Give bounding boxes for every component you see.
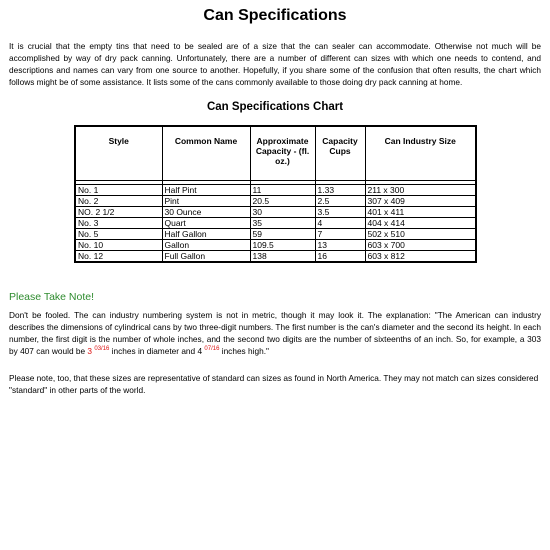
- diameter-whole-inches: 3: [87, 346, 93, 356]
- cell-capacity-floz: 30: [250, 207, 315, 218]
- cell-capacity-floz: 138: [250, 251, 315, 263]
- cell-capacity-floz: 109.5: [250, 240, 315, 251]
- header-capacity-floz: Approximate Capacity - (fl. oz.): [250, 126, 315, 181]
- cell-capacity-floz: 59: [250, 229, 315, 240]
- cell-industry-size: 603 x 812: [365, 251, 476, 263]
- table-row: [75, 229, 476, 240]
- cell-style: No. 1: [75, 185, 162, 196]
- intro-paragraph: It is crucial that the empty tins that need to be sealed are of a size that the can sealer can accommodate. Otherwise not much will be accomplished by way of dry pack canning. Unfortunately, there are a number of different can sizes with which one needs to contend, and descriptions and names can vary from one source to another. Hopefully, if you share some of the confusion that often results, the chart which follows might be of some assistance. It lists some of the cans commonly available to those doing dry pack canning at home.: [9, 41, 541, 87]
- table-row: [75, 240, 476, 251]
- note-paragraph-2: Please note, too, that these sizes are representative of standard can sizes as found in North America. They may not match can sizes considered "standard" in other parts of the world.: [9, 373, 539, 395]
- note-text-part1: Don't be fooled. The can industry numbering system is not in metric, though it may look it. The explanation: "The American can industry describes the dimensions of cylindrical cans by two three-digit numbers. The first number is the can's diameter and the second its height. In each number, the first digit is the number of whole inches, and the second two digits are the number of sixteenths of an inch. So, for example, a 303 by 407 can would be: [9, 310, 541, 356]
- note-text-part2: inches in diameter and: [109, 346, 198, 356]
- cell-style: No. 10: [75, 240, 162, 251]
- cell-capacity-cups: 3.5: [315, 207, 365, 218]
- cell-common-name: Half Pint: [162, 185, 250, 196]
- cell-capacity-cups: 1.33: [315, 185, 365, 196]
- table-row: [75, 185, 476, 196]
- header-can-industry-size: Can Industry Size: [365, 126, 476, 181]
- header-common-name: Common Name: [162, 126, 250, 181]
- diameter-fraction: 03/16: [94, 346, 110, 353]
- cell-industry-size: 502 x 510: [365, 229, 476, 240]
- header-style: Style: [75, 126, 162, 181]
- cell-industry-size: 603 x 700: [365, 240, 476, 251]
- table-row: [75, 196, 476, 207]
- cell-style: No. 12: [75, 251, 162, 263]
- height-whole-inches: 4: [197, 346, 203, 356]
- table-row: [75, 207, 476, 218]
- cell-common-name: Quart: [162, 218, 250, 229]
- note-text-part3: inches high.": [219, 346, 269, 356]
- cell-capacity-floz: 35: [250, 218, 315, 229]
- cell-common-name: Gallon: [162, 240, 250, 251]
- cell-industry-size: 211 x 300: [365, 185, 476, 196]
- cell-capacity-cups: 4: [315, 218, 365, 229]
- cell-capacity-floz: 11: [250, 185, 315, 196]
- cell-capacity-floz: 20.5: [250, 196, 315, 207]
- header-capacity-cups: Capacity Cups: [315, 126, 365, 181]
- cell-capacity-cups: 16: [315, 251, 365, 263]
- page-title: Can Specifications: [203, 7, 347, 24]
- cell-style: No. 3: [75, 218, 162, 229]
- can-specifications-table: [74, 125, 477, 263]
- cell-common-name: Pint: [162, 196, 250, 207]
- cell-common-name: 30 Ounce: [162, 207, 250, 218]
- cell-industry-size: 404 x 414: [365, 218, 476, 229]
- table-row: [75, 251, 476, 263]
- cell-industry-size: 401 x 411: [365, 207, 476, 218]
- note-paragraph: [9, 309, 541, 357]
- chart-title: Can Specifications Chart: [206, 101, 344, 113]
- cell-capacity-cups: 2.5: [315, 196, 365, 207]
- cell-style: NO. 2 1/2: [75, 207, 162, 218]
- cell-capacity-cups: 13: [315, 240, 365, 251]
- height-fraction: 07/16: [204, 346, 220, 353]
- table-header-row: [75, 126, 476, 181]
- cell-capacity-cups: 7: [315, 229, 365, 240]
- table-row: [75, 218, 476, 229]
- cell-common-name: Half Gallon: [162, 229, 250, 240]
- cell-style: No. 2: [75, 196, 162, 207]
- note-heading: Please Take Note!: [9, 291, 95, 303]
- cell-common-name: Full Gallon: [162, 251, 250, 263]
- cell-industry-size: 307 x 409: [365, 196, 476, 207]
- cell-style: No. 5: [75, 229, 162, 240]
